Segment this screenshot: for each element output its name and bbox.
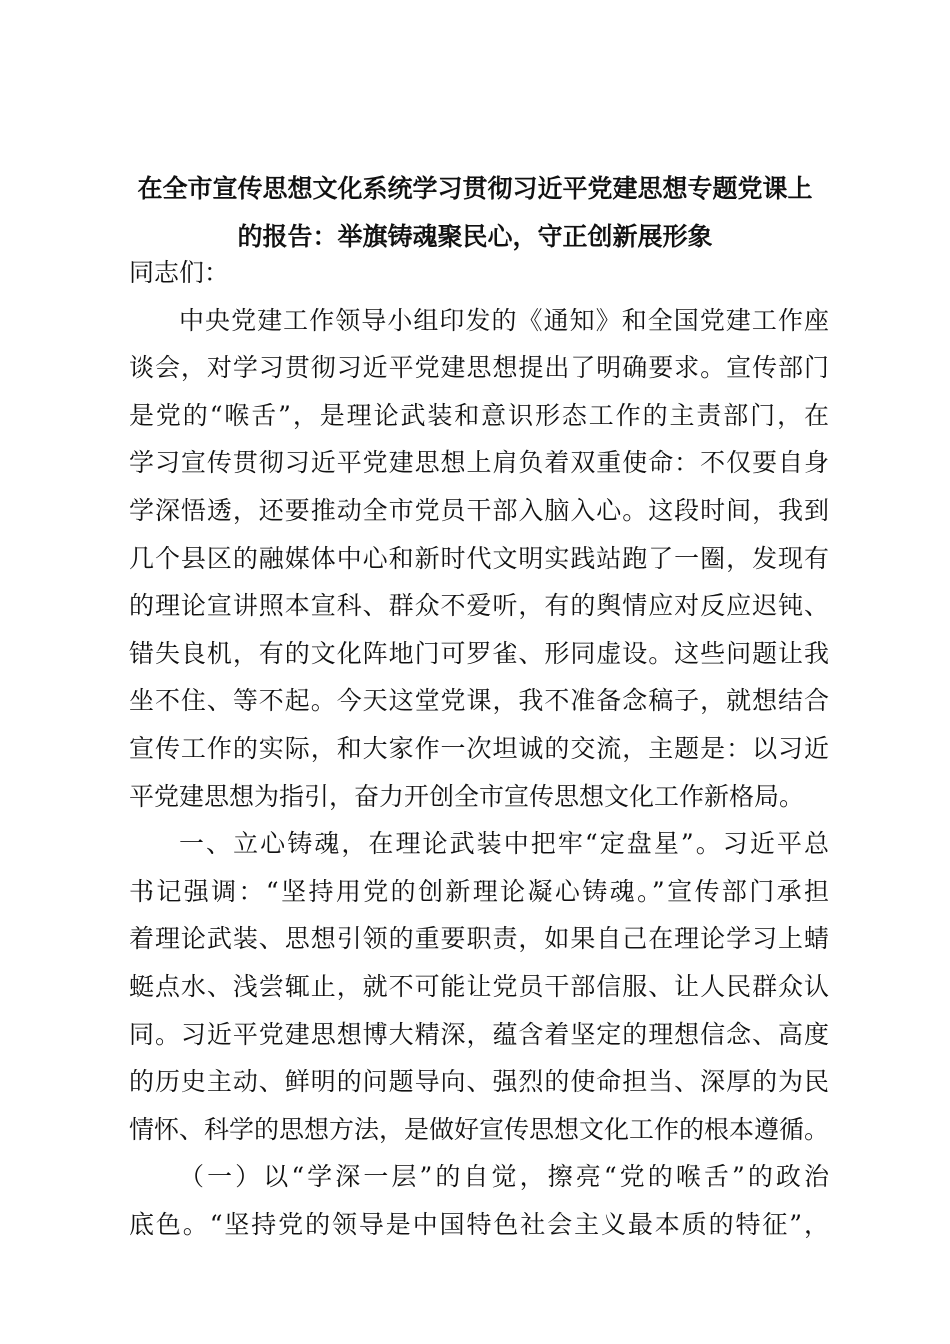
- paragraph-line: 的历史主动、鲜明的问题导向、强烈的使命担当、深厚的为民: [129, 1067, 829, 1097]
- paragraph-line: 情怀、科学的思想方法，是做好宣传思想文化工作的根本遵循。: [129, 1114, 830, 1144]
- title-line-2: 的报告：举旗铸魂聚民心，守正创新展形象: [237, 222, 713, 251]
- paragraph-line: 着理论武装、思想引领的重要职责，如果自己在理论学习上蜻: [129, 924, 829, 954]
- subsection-heading-line: （一）以“学深一层”的自觉，擦亮“党的喉舌”的政治: [179, 1162, 829, 1192]
- paragraph-line: 坐不住、等不起。今天这堂党课，我不准备念稿子，就想结合: [129, 686, 829, 716]
- paragraph-line: 学深悟透，还要推动全市党员干部入脑入心。这段时间，我到: [129, 495, 829, 525]
- paragraph-line: 蜓点水、浅尝辄止，就不可能让党员干部信服、让人民群众认: [129, 971, 829, 1001]
- document-body: [129, 249, 829, 1248]
- paragraph-line: 宣传工作的实际，和大家作一次坦诚的交流，主题是：以习近: [129, 733, 829, 763]
- paragraph-line: 的理论宣讲照本宣科、群众不爱听，有的舆情应对反应迟钝、: [129, 591, 829, 621]
- paragraph-line: 中央党建工作领导小组印发的《通知》和全国党建工作座: [179, 305, 829, 335]
- paragraph-line: 谈会，对学习贯彻习近平党建思想提出了明确要求。宣传部门: [129, 353, 829, 383]
- document-title: [110, 165, 840, 261]
- paragraph-line: 书记强调：“坚持用党的创新理论凝心铸魂。”宣传部门承担: [129, 876, 829, 906]
- paragraph-line: 学习宣传贯彻习近平党建思想上肩负着双重使命：不仅要自身: [129, 448, 829, 478]
- paragraph-line: 平党建思想为指引，奋力开创全市宣传思想文化工作新格局。: [129, 781, 805, 811]
- paragraph-line: 是党的“喉舌”，是理论武装和意识形态工作的主责部门，在: [129, 400, 829, 430]
- paragraph-line: 同。习近平党建思想博大精深，蕴含着坚定的理想信念、高度: [129, 1019, 829, 1049]
- title-line-1: 在全市宣传思想文化系统学习贯彻习近平党建思想专题党课上: [137, 174, 813, 203]
- paragraph-line: 错失良机，有的文化阵地门可罗雀、形同虚设。这些问题让我: [129, 638, 829, 668]
- section-heading-line: 一、立心铸魂，在理论武装中把牢“定盘星”。习近平总: [179, 829, 829, 859]
- paragraph-line: 底色。“坚持党的领导是中国特色社会主义最本质的特征”，: [129, 1209, 829, 1239]
- salutation: 同志们：: [129, 258, 230, 287]
- paragraph-line: 几个县区的融媒体中心和新时代文明实践站跑了一圈，发现有: [129, 543, 829, 573]
